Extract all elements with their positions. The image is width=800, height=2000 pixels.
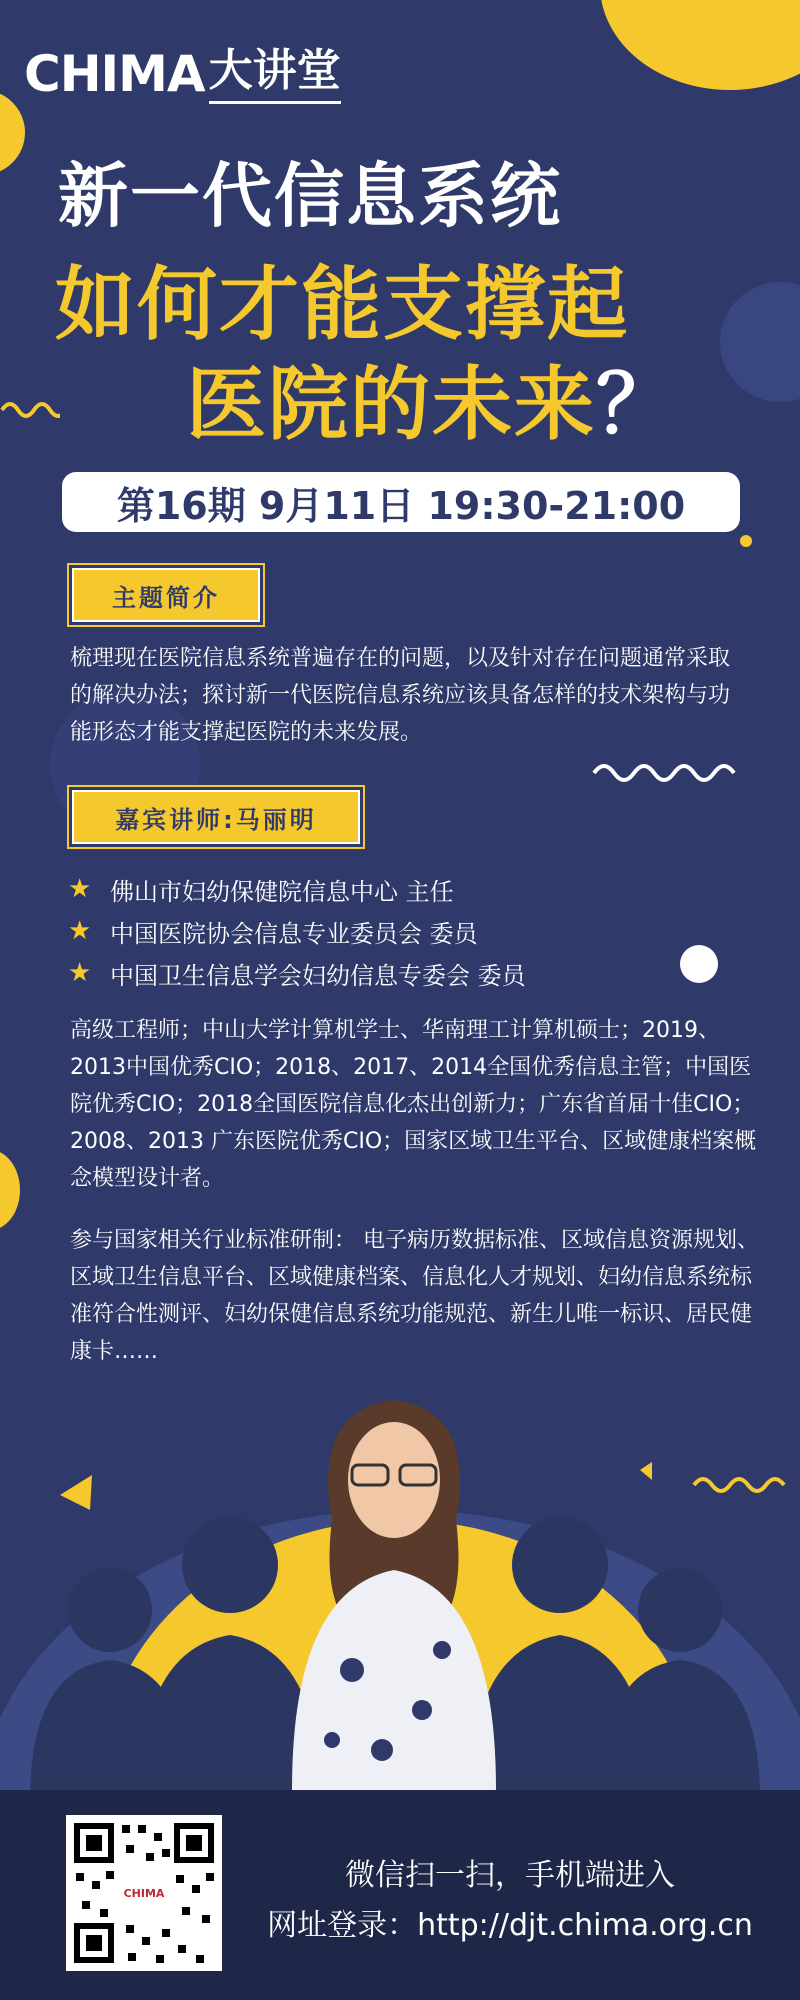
wave-right <box>590 758 750 788</box>
guest-bullet-text: 佛山市妇幼保健院信息中心 主任 <box>110 877 454 906</box>
title-line-2: 如何才能支撑起 <box>55 258 629 351</box>
title-line-3 <box>186 340 678 455</box>
guest-bio-paragraph-2: 参与国家相关行业标准研制： 电子病历数据标准、区域信息资源规划、 区域卫生信息平台、区域健康档案、信息化人才规划、妇幼信息系统标准符合性测评、妇幼保健信息系统功能规范、新生儿唯一标识、居民健康卡…… <box>70 1228 759 1364</box>
guest-bullets <box>68 868 748 994</box>
guest-bullet <box>68 868 748 910</box>
qr-code[interactable] <box>66 1815 222 1971</box>
guest-bullet <box>68 910 748 952</box>
guest-bullet-text: 中国卫生信息学会妇幼信息专委会 委员 <box>110 961 526 990</box>
title-question-mark: ？ <box>596 358 678 451</box>
footer-url-text[interactable]: 网址登录：http://djt.chima.org.cn <box>267 1908 753 1943</box>
qr-pattern <box>66 1815 222 1971</box>
deco-dot-yellow <box>740 535 752 547</box>
session-date-bar: 第16期 9月11日 19:30-21:00 <box>62 472 740 532</box>
guest-bullet <box>68 952 748 994</box>
deco-circle-left <box>0 90 25 175</box>
deco-circle-right <box>720 282 800 402</box>
footer-scan-text: 微信扫一扫，手机端进入 <box>345 1858 675 1893</box>
title-line-3-text: 医院的未来 <box>186 358 596 451</box>
title-line-1: 新一代信息系统 <box>58 155 562 237</box>
speaker-photo <box>272 1370 516 1790</box>
intro-label: 主题简介 <box>72 568 260 622</box>
guest-label: 嘉宾讲师:马丽明 <box>72 790 360 844</box>
guest-bullet-text: 中国医院协会信息专业委员会 委员 <box>110 919 478 948</box>
chima-logo <box>24 34 341 104</box>
logo-sub: 大讲堂 <box>209 41 341 104</box>
deco-circle-top-right <box>600 0 800 90</box>
logo-brand: CHIMA <box>24 45 205 103</box>
star-icon: ★ <box>68 958 92 988</box>
star-icon: ★ <box>68 874 92 904</box>
wave-left <box>0 395 60 425</box>
star-icon: ★ <box>68 916 92 946</box>
deco-circle-left-2 <box>0 1150 20 1230</box>
guest-bio-paragraph-1: 高级工程师；中山大学计算机学士、华南理工计算机硕士；2019、2013中国优秀CIO；2018、2017、2014全国优秀信息主管；中国医院优秀CIO；2018全国医院信息化杰出创新力；广东省首届十佳CIO；2008、2013 广东医院优秀CIO；国家区域卫生平台、区域健康档案概念模型设计者。 <box>70 1018 757 1191</box>
intro-text: 梳理现在医院信息系统普遍存在的问题，以及针对存在问题通常采取的解决办法；探讨新一代医院信息系统应该具备怎样的技术架构与功能形态才能支撑起医院的未来发展。 <box>70 646 731 745</box>
qr-center-logo: CHIMA <box>123 1887 165 1900</box>
